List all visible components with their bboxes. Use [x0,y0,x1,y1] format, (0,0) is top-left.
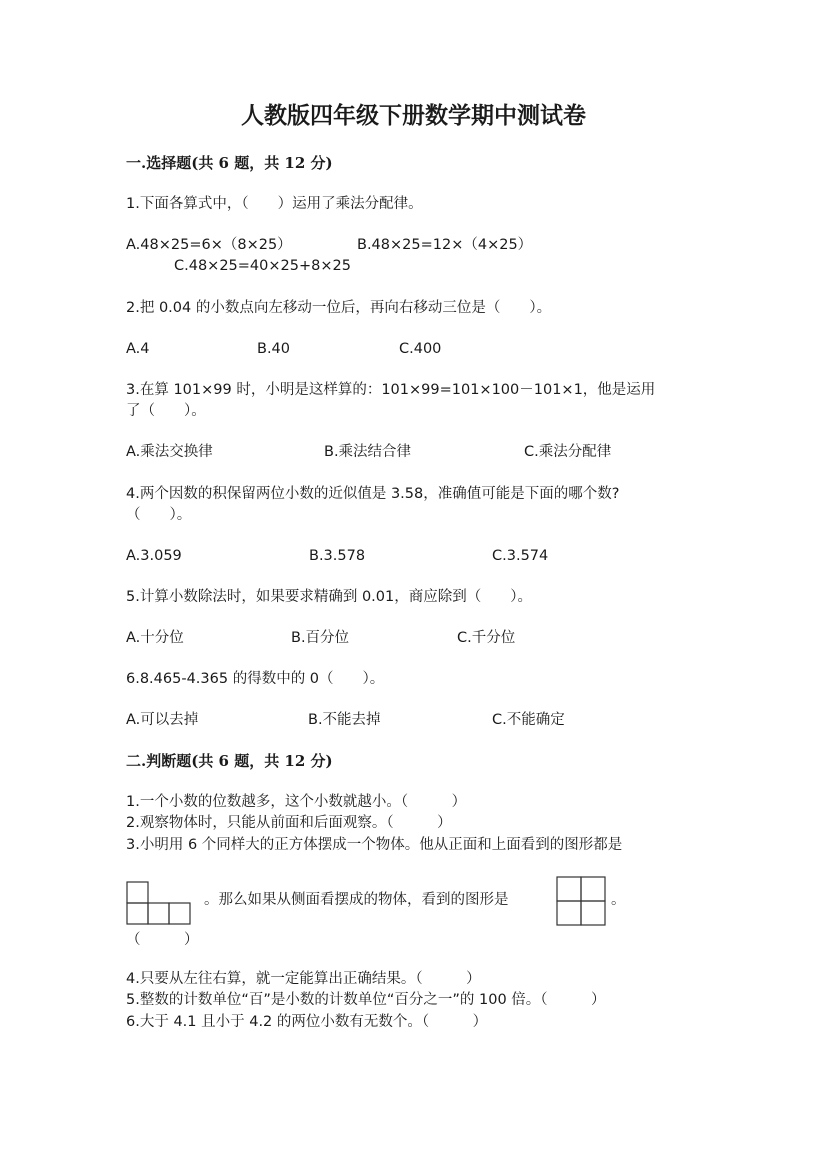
question-4-stem-line-1: 4.两个因数的积保留两位小数的近似值是 3.58，准确值可能是下面的哪个数? [126,486,620,502]
question-2-option-b: B.40 [257,341,291,357]
question-3-stem-line-1: 3.在算 101×99 时，小明是这样算的：101×99=101×100－101×1，他是运用 [126,382,656,398]
question-4-option-c: C.3.574 [492,548,549,564]
question-6-option-b: B.不能去掉 [308,712,381,728]
question-5-option-c: C.千分位 [457,630,516,646]
question-3-option-b: B.乘法结合律 [324,444,412,460]
question-2-option-c: C.400 [399,341,442,357]
question-5-option-b: B.百分位 [291,630,350,646]
side-view-figure [556,876,606,926]
judgement-3-stem: 3.小明用 6 个同样大的正方体摆成一个物体。他从正面和上面看到的图形都是 [126,837,623,853]
question-1-option-a: A.48×25=6×（8×25） [126,237,292,253]
judgement-6: 6.大于 4.1 且小于 4.2 的两位小数有无数个。（ ） [126,1014,488,1030]
judgement-3-middle: 。那么如果从侧面看摆成的物体，看到的图形是 [204,892,509,908]
question-3-option-c: C.乘法分配律 [524,444,612,460]
question-3-stem-line-2: 了（ ）。 [126,403,206,419]
question-5-stem: 5.计算小数除法时，如果要求精确到 0.01，商应除到（ ）。 [126,589,532,605]
question-6-option-a: A.可以去掉 [126,712,199,728]
question-4-option-b: B.3.578 [309,548,366,564]
judgement-2: 2.观察物体时，只能从前面和后面观察。（ ） [126,815,452,831]
front-top-view-figure [126,881,192,925]
question-6-option-c: C.不能确定 [492,712,565,728]
section-1-heading: 一.选择题(共 6 题，共 12 分) [126,154,333,172]
section-2-heading: 二.判断题(共 6 题，共 12 分) [126,752,333,770]
page-title: 人教版四年级下册数学期中测试卷 [241,102,586,129]
question-1-option-c: C.48×25=40×25+8×25 [174,258,351,274]
question-4-stem-line-2: （ ）。 [126,507,192,523]
question-2-option-a: A.4 [126,341,150,357]
question-4-option-a: A.3.059 [126,548,182,564]
judgement-5: 5.整数的计数单位“百”是小数的计数单位“百分之一”的 100 倍。（ ） [126,992,606,1008]
question-6-stem: 6.8.465-4.365 的得数中的 0（ ）。 [126,671,385,687]
judgement-3-end: 。 [611,892,626,908]
question-1-stem: 1.下面各算式中，（ ）运用了乘法分配律。 [126,196,423,212]
question-1-option-b: B.48×25=12×（4×25） [357,237,533,253]
judgement-1: 1.一个小数的位数越多，这个小数就越小。（ ） [126,794,467,810]
judgement-3-answer-paren: （ ） [126,932,199,948]
question-3-option-a: A.乘法交换律 [126,444,213,460]
question-2-stem: 2.把 0.04 的小数点向左移动一位后，再向右移动三位是（ ）。 [126,300,552,316]
judgement-4: 4.只要从左往右算，就一定能算出正确结果。（ ） [126,971,481,987]
question-5-option-a: A.十分位 [126,630,184,646]
